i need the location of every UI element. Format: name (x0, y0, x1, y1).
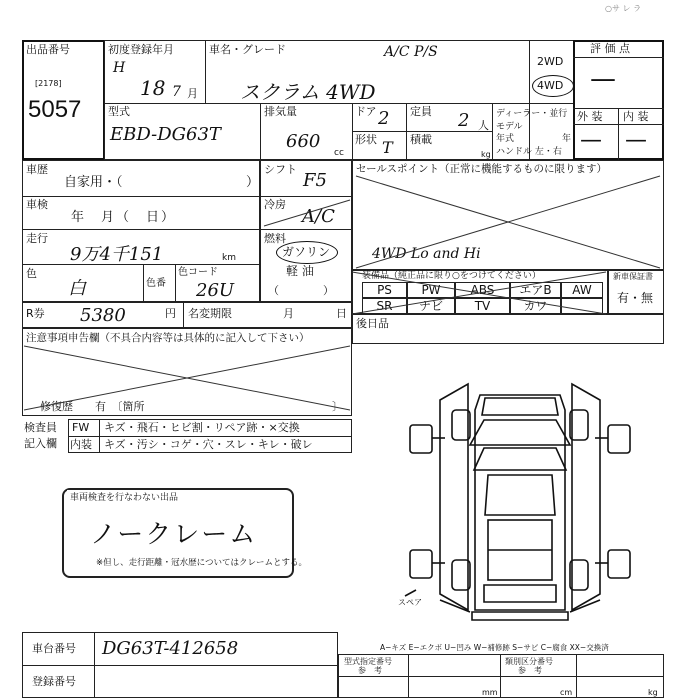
drive-4wd: 4WD (537, 79, 564, 92)
unit-mm: mm (482, 688, 498, 697)
shape-label: 形状 (355, 133, 377, 146)
inspector-label: 検査員 (24, 421, 57, 434)
color-code-value: 26U (196, 280, 235, 301)
equip-sr: SR (362, 298, 407, 314)
displacement-unit: cc (334, 148, 344, 158)
sales-point-note: 4WD Lo and Hi (372, 246, 481, 262)
shape-value: T (382, 138, 393, 157)
model-value: EBD-DG63T (110, 124, 221, 145)
equip-pw: PW (407, 282, 455, 298)
displacement-value: 660 (286, 131, 321, 152)
dealer-label: ディーラー・並行 (496, 109, 568, 119)
interior-label: 内 装 (623, 110, 649, 123)
interior-value: — (625, 128, 647, 153)
naiso-text: キズ・汚シ・コゲ・穴・スレ・キレ・破レ (104, 438, 313, 451)
first-reg-month-unit: 月 (187, 87, 198, 100)
unit-cm: cm (560, 688, 573, 697)
exterior-label: 外 装 (577, 110, 603, 123)
fuel-gasoline: ガソリン (282, 245, 331, 259)
fw-text: キズ・飛石・ヒビ割・リペア跡・×交換 (104, 421, 300, 434)
first-reg-era: H (113, 60, 126, 76)
exterior-value: — (580, 128, 602, 153)
color-label: 色 (26, 267, 37, 280)
dealer-year-unit: 年 (562, 134, 572, 144)
displacement-label: 排気量 (264, 105, 297, 118)
naiso-label: 内装 (70, 438, 92, 451)
equip-navi: ナビ (407, 298, 455, 314)
inspection-value: 年 月（ 日） (56, 210, 177, 225)
lot-label: 出品番号 (26, 43, 70, 56)
inspection-label: 車検 (26, 198, 48, 211)
doors-label: ドア (355, 105, 377, 118)
load-label: 積載 (410, 133, 432, 146)
car-name-value: スクラム 4WD (240, 80, 376, 104)
fuel-diesel: 軽 油 (286, 264, 314, 278)
capacity-label: 定員 (410, 105, 432, 118)
shift-value: F5 (303, 170, 327, 191)
color-number-label: 色番 (146, 278, 166, 289)
rating-label: 評 価 点 (590, 42, 630, 55)
car-name-label: 車名・グレード (209, 43, 286, 56)
cooler-value: A/C (302, 206, 335, 227)
grade-note: A/C P/S (384, 44, 438, 60)
capacity-unit: 人 (478, 119, 489, 132)
equip-leather: カワ (510, 298, 561, 314)
registration-label: 登録番号 (32, 675, 76, 688)
first-reg-month: 7 (172, 84, 181, 100)
spare-label: スペア (398, 598, 422, 607)
damage-legend: A−キズ E−エクボ U−凹み W−補修跡 S−サビ C−腐食 XX−交換済 (380, 643, 609, 652)
color-code-label: 色コード (178, 267, 218, 278)
recycle-value: 5380 (80, 305, 126, 326)
corner-mark: ○サ レ ラ (605, 4, 642, 13)
repair-history: 修復歴 有 〔箇所 (40, 400, 145, 413)
first-reg-label: 初度登録年月 (108, 43, 174, 56)
equip-airbag: エアB (510, 282, 561, 298)
stamp-main: ノークレーム (90, 520, 258, 550)
type-no-sub: 参 考 (358, 666, 382, 675)
capacity-value: 2 (458, 110, 470, 131)
recycle-unit: 円 (165, 307, 176, 320)
equip-aw: AW (561, 282, 603, 298)
class-no-sub: 参 考 (518, 666, 542, 675)
equip-tv: TV (455, 298, 510, 314)
lot-sub-code: [2178] (35, 79, 62, 88)
color-value: 白 (68, 278, 86, 299)
rating-value: — (590, 64, 616, 94)
history-label: 車歴 (26, 163, 48, 176)
name-change-day: 日 (336, 307, 347, 320)
class-no-label: 類別区分番号 (505, 657, 553, 666)
equip-abs: ABS (455, 282, 510, 298)
notes-label: 注意事項申告欄（不具合内容等は具体的に記入して下さい） (26, 332, 310, 344)
doors-value: 2 (378, 108, 390, 129)
name-change-month: 月 (283, 307, 294, 320)
stamp-note: ※但し、走行距離・冠水歴についてはクレームとする。 (96, 558, 307, 568)
entry-label: 記入欄 (24, 437, 57, 450)
load-unit: kg (481, 150, 491, 159)
mileage-value: 9万4千151 (70, 244, 164, 265)
delivery-label: 後日品 (356, 317, 389, 330)
history-value: 自家用・（ (64, 175, 123, 190)
chassis-label: 車台番号 (32, 642, 76, 655)
lot-number: 5057 (28, 96, 82, 123)
recycle-label: R券 (26, 307, 45, 320)
mileage-unit: km (222, 253, 236, 263)
new-car-warranty-label: 新車保証書 (613, 272, 653, 281)
dealer-model: モデル (496, 122, 523, 132)
new-car-warranty-value: 有・無 (617, 291, 654, 305)
fw-label: FW (72, 421, 90, 434)
equipment-label: 装備品（純正品に限り○をつけてください） (362, 271, 541, 281)
model-label: 型式 (108, 105, 130, 118)
equip-ps: PS (362, 282, 407, 298)
unit-kg: kg (648, 688, 658, 697)
mileage-label: 走行 (26, 232, 48, 245)
repair-history-close: 〕 (332, 400, 343, 413)
dealer-handle: ハンドル 左・右 (496, 147, 562, 157)
cooler-label: 冷房 (264, 198, 286, 211)
cooler-strike (264, 200, 350, 226)
type-no-label: 型式指定番号 (344, 657, 392, 666)
stamp-top: 車両検査を行なわない出品 (67, 490, 181, 503)
fuel-other: （ ） (268, 284, 334, 297)
chassis-value: DG63T-412658 (102, 638, 239, 659)
dealer-year: 年式 (496, 134, 515, 144)
sales-point-label: セールスポイント（正常に機能するものに限ります） (356, 163, 608, 175)
history-close: ） (246, 175, 260, 190)
drive-2wd: 2WD (537, 55, 564, 68)
shift-label: シフト (264, 163, 297, 176)
name-change-label: 名変期限 (188, 307, 232, 320)
fuel-label: 燃料 (264, 232, 286, 245)
car-diagram (405, 384, 630, 620)
first-reg-year: 18 (140, 76, 166, 100)
